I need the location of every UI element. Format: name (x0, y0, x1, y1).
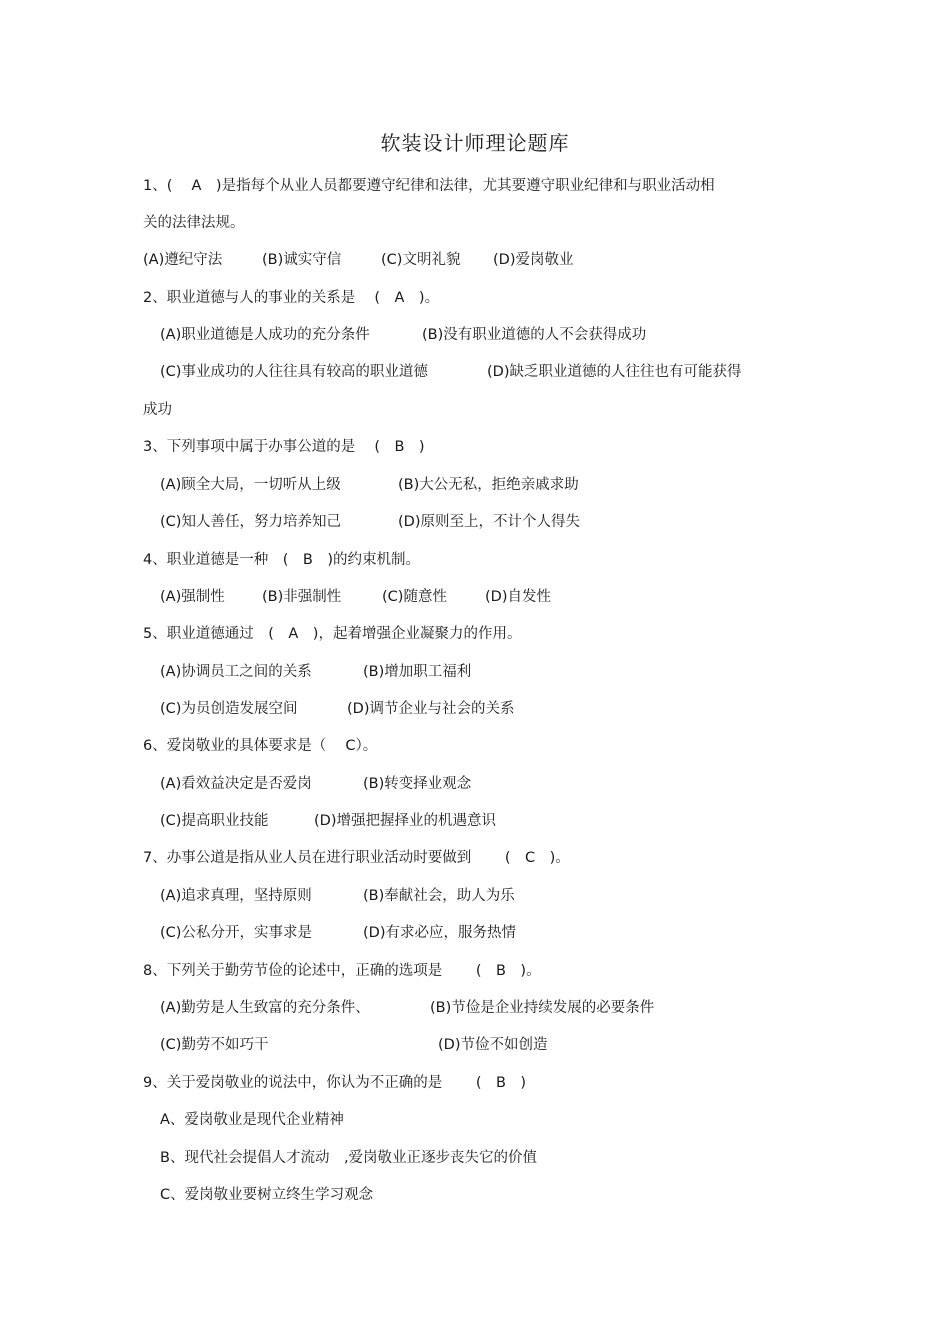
question-8-option-c: (C)勤劳不如巧干 (160, 1037, 269, 1053)
page-title: 软装设计师理论题库 (380, 131, 570, 155)
question-5-option-b: (B)增加职工福利 (363, 664, 472, 680)
question-2-option-b: (B)没有职业道德的人不会获得成功 (422, 327, 647, 343)
question-9-option-b: B、现代社会提倡人才流动 ,爱岗敬业正逐步丧失它的价值 (160, 1150, 538, 1166)
question-4-option-b: (B)非强制性 (262, 589, 342, 605)
question-6-option-a: (A)看效益决定是否爱岗 (160, 776, 312, 792)
question-4-option-a: (A)强制性 (160, 589, 225, 605)
question-4-option-c: (C)随意性 (382, 589, 447, 605)
option-d: (D)爱岗敬业 (493, 252, 574, 268)
question-9-option-c: C、爱岗敬业要树立终生学习观念 (160, 1187, 374, 1203)
question-4-option-d: (D)自发性 (485, 589, 551, 605)
option-c: (C)文明礼貌 (381, 252, 461, 268)
question-6-option-c: (C)提高职业技能 (160, 813, 269, 829)
question-3-option-c: (C)知人善任，努力培养知己 (160, 514, 341, 530)
question-3-option-a: (A)顾全大局，一切听从上级 (160, 477, 341, 493)
question-1-stem: 1、( A )是指每个从业人员都要遵守纪律和法律，尤其要遵守职业纪律和与职业活动相 (143, 178, 715, 194)
option-a: (A)遵纪守法 (143, 252, 223, 268)
question-2-option-a: (A)职业道德是人成功的充分条件 (160, 327, 370, 343)
question-3-option-b: (B)大公无私，拒绝亲戚求助 (398, 477, 579, 493)
question-5-stem: 5、职业道德通过 ( A )，起着增强企业凝聚力的作用。 (143, 626, 522, 642)
question-9-option-a: A、爱岗敬业是现代企业精神 (160, 1112, 344, 1128)
question-1-stem-continuation: 关的法律法规。 (143, 215, 245, 231)
question-8-option-b: (B)节俭是企业持续发展的必要条件 (430, 1000, 655, 1016)
question-9-stem: 9、关于爱岗敬业的说法中，你认为不正确的是 ( B ) (143, 1075, 527, 1091)
option-b: (B)诚实守信 (262, 252, 342, 268)
question-7-option-b: (B)奉献社会，助人为乐 (363, 888, 515, 904)
question-5-option-c: (C)为员创造发展空间 (160, 701, 298, 717)
question-4-stem: 4、职业道德是一种 ( B )的约束机制。 (143, 552, 420, 568)
question-2-option-c: (C)事业成功的人往往具有较高的职业道德 (160, 364, 428, 380)
question-5-option-a: (A)协调员工之间的关系 (160, 664, 312, 680)
question-8-option-a: (A)勤劳是人生致富的充分条件、 (160, 1000, 370, 1016)
question-2-stem: 2、职业道德与人的事业的关系是 ( A )。 (143, 290, 440, 306)
question-3-stem: 3、下列事项中属于办事公道的是 ( B ) (143, 439, 425, 455)
question-3-option-d: (D)原则至上，不计个人得失 (398, 514, 580, 530)
question-8-stem: 8、下列关于勤劳节俭的论述中，正确的选项是 ( B )。 (143, 963, 541, 979)
question-7-option-c: (C)公私分开，实事求是 (160, 925, 312, 941)
question-2-option-d: (D)缺乏职业道德的人往往也有可能获得 (487, 364, 742, 380)
question-6-option-d: (D)增强把握择业的机遇意识 (314, 813, 496, 829)
question-5-option-d: (D)调节企业与社会的关系 (347, 701, 515, 717)
question-7-option-a: (A)追求真理，坚持原则 (160, 888, 312, 904)
question-8-option-d: (D)节俭不如创造 (438, 1037, 548, 1053)
question-7-stem: 7、办事公道是指从业人员在进行职业活动时要做到 ( C )。 (143, 850, 570, 866)
question-2-continuation: 成功 (143, 402, 172, 418)
question-7-option-d: (D)有求必应，服务热情 (363, 925, 516, 941)
question-6-stem: 6、爱岗敬业的具体要求是（ C）。 (143, 738, 378, 754)
question-6-option-b: (B)转变择业观念 (363, 776, 472, 792)
